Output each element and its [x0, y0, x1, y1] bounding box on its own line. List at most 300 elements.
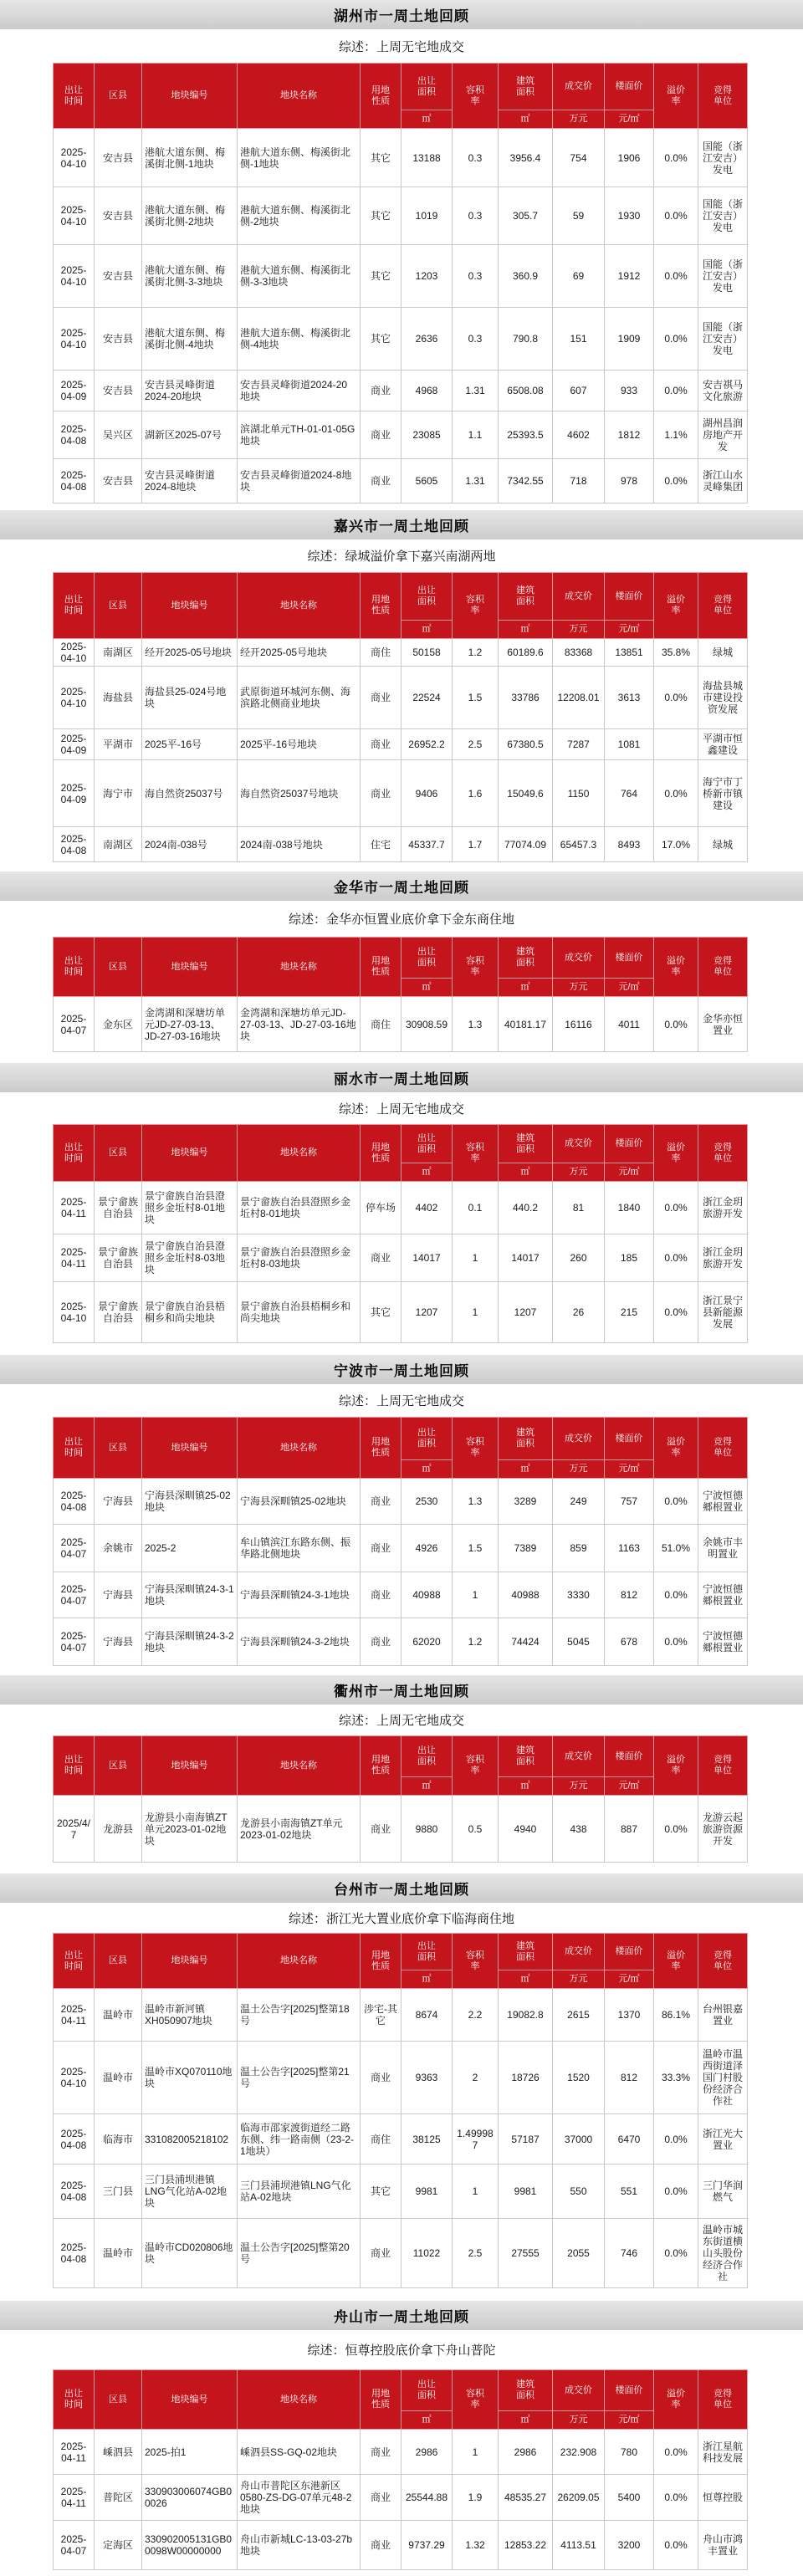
- header-label: 建筑面积: [515, 1132, 534, 1154]
- cell-land-use: 商业: [361, 667, 402, 729]
- cell-deal-price: 754: [553, 129, 605, 187]
- header-row: [54, 2370, 748, 2411]
- table-header: [54, 64, 748, 129]
- header-district: 区县: [95, 64, 142, 129]
- header-label: 出让时间: [64, 2389, 83, 2410]
- cell-time: 2025-04-08: [54, 411, 95, 459]
- cell-winner: 三门华润燃气: [698, 2165, 748, 2219]
- header-label: 用地性质: [371, 1437, 390, 1458]
- cell-land-area: 30908.59: [402, 997, 453, 1052]
- header-label: 出让面积: [417, 1428, 436, 1449]
- cell-floor-price: 1930: [605, 187, 654, 245]
- header-unit_price: 楼面价: [605, 938, 654, 979]
- cell-floor-price: 551: [605, 2165, 654, 2219]
- cell-district: 龙游县: [95, 1796, 142, 1863]
- cell-plot-ratio: 1: [453, 1572, 499, 1618]
- cell-parcel-name: 龙游县小南海镇ZT单元2023-01-02地块: [238, 1796, 361, 1863]
- cell-deal-price: 2615: [553, 1989, 605, 2042]
- header-unit-gfa: ㎡: [499, 621, 553, 639]
- header-far: [453, 1736, 499, 1796]
- table-row: [54, 2430, 748, 2475]
- header-label: 建筑面积: [515, 947, 534, 968]
- cell-land-area: 4968: [402, 371, 453, 411]
- header-name: 地块名称: [238, 64, 361, 129]
- header-district: 区县: [95, 573, 142, 639]
- cell-land-area: 9880: [402, 1796, 453, 1863]
- cell-parcel-code: 金湾湖和深塘坊单元JD-27-03-13、JD-27-03-16地块: [142, 997, 238, 1052]
- cell-floor-price: 1840: [605, 1182, 654, 1234]
- cell-floor-price: 678: [605, 1618, 654, 1666]
- cell-time: 2025-04-10: [54, 639, 95, 667]
- cell-floor-price: 1906: [605, 129, 654, 187]
- cell-land-area: 13188: [402, 129, 453, 187]
- cell-floor-area: 3956.4: [499, 129, 553, 187]
- cell-land-use: 商业: [361, 1525, 402, 1572]
- cell-parcel-code: 湖新区2025-07号: [142, 411, 238, 459]
- cell-parcel-code: 港航大道东侧、梅溪街北侧-3-3地块: [142, 245, 238, 308]
- header-unit-area: ㎡: [402, 621, 453, 639]
- header-label: 容积率: [465, 595, 484, 616]
- cell-land-use: 其它: [361, 308, 402, 371]
- cell-parcel-name: 2025平-16号地块: [238, 729, 361, 760]
- cell-parcel-name: 温土公告字[2025]整第18号: [238, 1989, 361, 2042]
- table-row: [54, 760, 748, 827]
- table-row: [54, 459, 748, 503]
- header-district: 区县: [95, 2370, 142, 2430]
- cell-deal-price: 16116: [553, 997, 605, 1052]
- cell-parcel-name: 港航大道东侧、梅溪街北侧-3-3地块: [238, 245, 361, 308]
- cell-land-use: 商业: [361, 1234, 402, 1282]
- cell-plot-ratio: 1.9: [453, 2475, 499, 2521]
- cell-district: 景宁畲族自治县: [95, 1182, 142, 1234]
- header-unit-price: 万元: [553, 1163, 605, 1182]
- header-winner: [698, 2370, 748, 2430]
- header-code: 地块编号: [142, 573, 238, 639]
- cell-district: 临海市: [95, 2114, 142, 2165]
- city-section: [0, 1873, 803, 2288]
- cell-land-area: 1207: [402, 1282, 453, 1343]
- cell-winner: 国能（浙江安吉）发电: [698, 187, 748, 245]
- header-premium: [654, 1736, 698, 1796]
- cell-winner: 国能（浙江安吉）发电: [698, 308, 748, 371]
- table-row: [54, 1525, 748, 1572]
- cell-floor-price: 4011: [605, 997, 654, 1052]
- table-row: [54, 729, 748, 760]
- section-summary: 综述：上周无宅地成交: [338, 39, 464, 54]
- header-use: [361, 64, 402, 129]
- cell-parcel-name: 安吉县灵峰街道2024-20地块: [238, 371, 361, 411]
- cell-time: 2025-04-09: [54, 729, 95, 760]
- cell-premium-rate: 0.0%: [654, 1572, 698, 1618]
- header-label: 出让面积: [417, 947, 436, 968]
- header-time: [54, 573, 95, 639]
- table-row: [54, 1618, 748, 1666]
- cell-premium-rate: 0.0%: [654, 2430, 698, 2475]
- cell-floor-price: 887: [605, 1796, 654, 1863]
- cell-land-use: 商业: [361, 729, 402, 760]
- cell-plot-ratio: 2.2: [453, 1989, 499, 2042]
- header-price: 成交价: [553, 2370, 605, 2411]
- cell-winner: 宁波恒德郷根置业: [698, 1479, 748, 1525]
- cell-premium-rate: 33.3%: [654, 2042, 698, 2114]
- cell-plot-ratio: 1.31: [453, 371, 499, 411]
- cell-land-area: 38125: [402, 2114, 453, 2165]
- cell-deal-price: 81: [553, 1182, 605, 1234]
- section-title: 湖州市一周土地回顾: [0, 0, 803, 29]
- header-unit-area: ㎡: [402, 110, 453, 129]
- cell-plot-ratio: 1.3: [453, 1479, 499, 1525]
- header-unit-price: 万元: [553, 2411, 605, 2430]
- header-label: 用地性质: [371, 1142, 390, 1163]
- table-row: [54, 187, 748, 245]
- cell-land-use: 商业: [361, 2521, 402, 2570]
- header-label: 用地性质: [371, 956, 390, 977]
- cell-floor-price: 1812: [605, 411, 654, 459]
- cell-parcel-code: 海自然资25037号: [142, 760, 238, 827]
- cell-premium-rate: 0.0%: [654, 1618, 698, 1666]
- header-label: 竞得单位: [713, 1755, 732, 1776]
- cell-time: 2025-04-11: [54, 1182, 95, 1234]
- cell-land-area: 5605: [402, 459, 453, 503]
- header-gfa: [499, 573, 553, 621]
- header-label: 溢价率: [666, 2389, 685, 2410]
- header-label: 容积率: [465, 1755, 484, 1776]
- header-use: [361, 1125, 402, 1182]
- cell-plot-ratio: 0.3: [453, 129, 499, 187]
- table-body: [54, 997, 748, 1052]
- header-far: [453, 2370, 499, 2430]
- header-unit-unit_price: 元/㎡: [605, 1163, 654, 1182]
- cell-parcel-code: 经开2025-05号地块: [142, 639, 238, 667]
- cell-floor-area: 27555: [499, 2219, 553, 2288]
- cell-district: 嵊泗县: [95, 2430, 142, 2475]
- header-area: [402, 2370, 453, 2411]
- cell-winner: 金华亦恒置业: [698, 997, 748, 1052]
- cell-winner: 绿城: [698, 639, 748, 667]
- land-table: [53, 1417, 748, 1666]
- cell-district: 景宁畲族自治县: [95, 1282, 142, 1343]
- cell-parcel-code: 港航大道东侧、梅溪街北侧-4地块: [142, 308, 238, 371]
- cell-time: 2025-04-10: [54, 2042, 95, 2114]
- header-label: 出让时间: [64, 1755, 83, 1776]
- cell-premium-rate: 0.0%: [654, 129, 698, 187]
- cell-floor-area: 15049.6: [499, 760, 553, 827]
- header-time: [54, 1418, 95, 1479]
- cell-floor-area: 12853.22: [499, 2521, 553, 2570]
- city-section: [0, 2301, 803, 2570]
- cell-plot-ratio: 0.3: [453, 187, 499, 245]
- cell-winner: 浙江金玥旅游开发: [698, 1234, 748, 1282]
- header-label: 溢价率: [666, 1437, 685, 1458]
- header-label: 用地性质: [371, 2389, 390, 2410]
- cell-district: 定海区: [95, 2521, 142, 2570]
- cell-parcel-name: 温土公告字[2025]整第20号: [238, 2219, 361, 2288]
- header-area: [402, 573, 453, 621]
- cell-parcel-code: 2025-拍1: [142, 2430, 238, 2475]
- cell-land-area: 1203: [402, 245, 453, 308]
- header-winner: [698, 1418, 748, 1479]
- header-name: 地块名称: [238, 1418, 361, 1479]
- cell-time: 2025-04-08: [54, 459, 95, 503]
- cell-premium-rate: 0.0%: [654, 2165, 698, 2219]
- header-row: [54, 64, 748, 110]
- cell-deal-price: 607: [553, 371, 605, 411]
- cell-land-use: 其它: [361, 187, 402, 245]
- cell-floor-area: 9981: [499, 2165, 553, 2219]
- table-body: [54, 639, 748, 862]
- header-unit-price: 万元: [553, 1460, 605, 1479]
- table-row: [54, 997, 748, 1052]
- cell-district: 安吉县: [95, 308, 142, 371]
- cell-plot-ratio: 1.5: [453, 667, 499, 729]
- cell-parcel-code: 港航大道东侧、梅溪街北侧-1地块: [142, 129, 238, 187]
- cell-winner: 安吉祺马文化旅游: [698, 371, 748, 411]
- cell-deal-price: 1150: [553, 760, 605, 827]
- header-label: 建筑面积: [515, 2379, 534, 2400]
- cell-deal-price: 59: [553, 187, 605, 245]
- header-use: [361, 1934, 402, 1989]
- cell-floor-price: 1081: [605, 729, 654, 760]
- cell-premium-rate: [654, 729, 698, 760]
- cell-parcel-name: 武原街道环城河东侧、海滨路北侧商业地块: [238, 667, 361, 729]
- header-unit-gfa: ㎡: [499, 1777, 553, 1796]
- header-unit_price: 楼面价: [605, 1125, 654, 1163]
- header-row: [54, 573, 748, 621]
- table-row: [54, 1989, 748, 2042]
- cell-premium-rate: 0.0%: [654, 2114, 698, 2165]
- header-district: 区县: [95, 938, 142, 997]
- cell-floor-area: 18726: [499, 2042, 553, 2114]
- header-label: 容积率: [465, 84, 484, 106]
- header-label: 建筑面积: [515, 1745, 534, 1766]
- table-header: [54, 573, 748, 639]
- cell-parcel-name: 滨湖北单元TH-01-01-05G地块: [238, 411, 361, 459]
- cell-land-area: 45337.7: [402, 827, 453, 862]
- cell-land-area: 1019: [402, 187, 453, 245]
- header-label: 容积率: [465, 2389, 484, 2410]
- header-area: [402, 1418, 453, 1460]
- cell-parcel-code: 宁海县深甽镇25-02地块: [142, 1479, 238, 1525]
- cell-plot-ratio: 1.32: [453, 2521, 499, 2570]
- cell-district: 南湖区: [95, 639, 142, 667]
- cell-land-area: 62020: [402, 1618, 453, 1666]
- cell-plot-ratio: 2.5: [453, 2219, 499, 2288]
- cell-land-use: 其它: [361, 245, 402, 308]
- table-row: [54, 1182, 748, 1234]
- cell-floor-price: 1370: [605, 1989, 654, 2042]
- cell-time: 2025-04-11: [54, 1234, 95, 1282]
- header-gfa: [499, 2370, 553, 2411]
- header-unit-price: 万元: [553, 1970, 605, 1989]
- cell-parcel-name: 景宁畲族自治县梧桐乡和尚尖地块: [238, 1282, 361, 1343]
- header-label: 出让时间: [64, 84, 83, 106]
- cell-floor-price: 215: [605, 1282, 654, 1343]
- cell-time: 2025-04-09: [54, 760, 95, 827]
- cell-floor-price: 978: [605, 459, 654, 503]
- table-row: [54, 2165, 748, 2219]
- cell-premium-rate: 0.0%: [654, 371, 698, 411]
- header-label: 溢价率: [666, 1142, 685, 1163]
- header-area: [402, 1125, 453, 1163]
- header-unit_price: 楼面价: [605, 1418, 654, 1460]
- header-label: 溢价率: [666, 956, 685, 977]
- cell-floor-price: 757: [605, 1479, 654, 1525]
- cell-floor-area: 74424: [499, 1618, 553, 1666]
- header-label: 出让时间: [64, 1950, 83, 1971]
- cell-land-area: 2636: [402, 308, 453, 371]
- header-area: [402, 1736, 453, 1777]
- header-name: 地块名称: [238, 938, 361, 997]
- cell-floor-area: 440.2: [499, 1182, 553, 1234]
- cell-land-use: 商业: [361, 411, 402, 459]
- cell-land-use: 商业: [361, 1618, 402, 1666]
- land-table: [53, 2369, 748, 2570]
- header-row: [54, 1125, 748, 1163]
- city-section: [0, 1355, 803, 1666]
- cell-time: 2025-04-08: [54, 2219, 95, 2288]
- cell-parcel-name: 宁海县深甽镇24-3-2地块: [238, 1618, 361, 1666]
- cell-floor-area: 6508.08: [499, 371, 553, 411]
- cell-winner: 海宁市丁桥新市镇建设: [698, 760, 748, 827]
- cell-land-area: 9981: [402, 2165, 453, 2219]
- table-header: [54, 1934, 748, 1989]
- cell-floor-price: 185: [605, 1234, 654, 1282]
- cell-floor-area: 2986: [499, 2430, 553, 2475]
- header-price: 成交价: [553, 1934, 605, 1970]
- header-far: [453, 1418, 499, 1479]
- cell-time: 2025-04-10: [54, 129, 95, 187]
- cell-floor-price: 812: [605, 2042, 654, 2114]
- cell-deal-price: 26209.05: [553, 2475, 605, 2521]
- land-table: [53, 572, 748, 862]
- header-gfa: [499, 1736, 553, 1777]
- header-unit-unit_price: 元/㎡: [605, 979, 654, 997]
- header-district: 区县: [95, 1934, 142, 1989]
- cell-deal-price: 37000: [553, 2114, 605, 2165]
- cell-parcel-code: 龙游县小南海镇ZT单元2023-01-02地块: [142, 1796, 238, 1863]
- header-label: 容积率: [465, 1142, 484, 1163]
- header-label: 出让时间: [64, 595, 83, 616]
- cell-parcel-name: 舟山市普陀区东港新区0580-ZS-DG-07单元48-2地块: [238, 2475, 361, 2521]
- cell-premium-rate: 0.0%: [654, 2521, 698, 2570]
- header-label: 出让面积: [417, 1745, 436, 1766]
- header-area: [402, 938, 453, 979]
- cell-district: 平湖市: [95, 729, 142, 760]
- cell-floor-area: 48535.27: [499, 2475, 553, 2521]
- cell-land-area: 4926: [402, 1525, 453, 1572]
- header-name: 地块名称: [238, 573, 361, 639]
- header-label: 出让面积: [417, 75, 436, 97]
- section-summary: 综述：上周无宅地成交: [338, 1714, 464, 1728]
- cell-deal-price: 3330: [553, 1572, 605, 1618]
- cell-district: 海宁市: [95, 760, 142, 827]
- cell-district: 安吉县: [95, 371, 142, 411]
- header-unit-gfa: ㎡: [499, 1970, 553, 1989]
- header-row: [54, 1418, 748, 1460]
- cell-parcel-name: 港航大道东侧、梅溪街北侧-2地块: [238, 187, 361, 245]
- header-unit-unit_price: 元/㎡: [605, 621, 654, 639]
- cell-plot-ratio: 1.1: [453, 411, 499, 459]
- table-row: [54, 2042, 748, 2114]
- header-winner: [698, 1736, 748, 1796]
- cell-district: 海盐县: [95, 667, 142, 729]
- city-section: [0, 1675, 803, 1863]
- header-label: 竞得单位: [713, 84, 732, 106]
- cell-time: 2025-04-07: [54, 1525, 95, 1572]
- header-far: [453, 573, 499, 639]
- land-table: [53, 1735, 748, 1863]
- cell-plot-ratio: 1.6: [453, 760, 499, 827]
- table-row: [54, 371, 748, 411]
- cell-floor-area: 19082.8: [499, 1989, 553, 2042]
- cell-deal-price: 249: [553, 1479, 605, 1525]
- land-table: [53, 1124, 748, 1343]
- table-header: [54, 2370, 748, 2430]
- cell-floor-area: 25393.5: [499, 411, 553, 459]
- city-section: [0, 871, 803, 1052]
- cell-deal-price: 859: [553, 1525, 605, 1572]
- header-gfa: [499, 1418, 553, 1460]
- cell-land-use: 停车场: [361, 1182, 402, 1234]
- header-label: 用地性质: [371, 1950, 390, 1971]
- header-unit-area: ㎡: [402, 1970, 453, 1989]
- cell-land-area: 11022: [402, 2219, 453, 2288]
- land-table: [53, 63, 748, 503]
- header-label: 竞得单位: [713, 2389, 732, 2410]
- cell-floor-price: 13851: [605, 639, 654, 667]
- header-code: 地块编号: [142, 938, 238, 997]
- header-unit_price: 楼面价: [605, 1934, 654, 1970]
- cell-deal-price: 232.908: [553, 2430, 605, 2475]
- header-time: [54, 2370, 95, 2430]
- header-label: 出让面积: [417, 1940, 436, 1962]
- cell-deal-price: 1520: [553, 2042, 605, 2114]
- header-label: 溢价率: [666, 1950, 685, 1971]
- header-unit-gfa: ㎡: [499, 110, 553, 129]
- section-summary: 综述：绿城溢价拿下嘉兴南湖两地: [307, 549, 496, 564]
- cell-winner: 海盐县城市建设投资发展: [698, 667, 748, 729]
- section-summary: 综述：上周无宅地成交: [338, 1101, 464, 1117]
- table-header: [54, 1736, 748, 1796]
- header-unit-price: 万元: [553, 979, 605, 997]
- cell-parcel-name: 临海市邵家渡街道经二路东侧、纬一路南侧（23-2-1地块）: [238, 2114, 361, 2165]
- cell-district: 三门县: [95, 2165, 142, 2219]
- cell-parcel-code: 2025-2: [142, 1525, 238, 1572]
- cell-parcel-code: 2024南-038号: [142, 827, 238, 862]
- city-section: [0, 1063, 803, 1343]
- cell-floor-area: 57187: [499, 2114, 553, 2165]
- cell-land-use: 涉宅-其它: [361, 1989, 402, 2042]
- header-unit-gfa: ㎡: [499, 2411, 553, 2430]
- cell-premium-rate: 0.0%: [654, 245, 698, 308]
- cell-premium-rate: 0.0%: [654, 2219, 698, 2288]
- header-unit-gfa: ㎡: [499, 1163, 553, 1182]
- header-time: [54, 1125, 95, 1182]
- cell-time: 2025-04-10: [54, 245, 95, 308]
- cell-winner: 宁波恒德郷根置业: [698, 1618, 748, 1666]
- table-row: [54, 1572, 748, 1618]
- cell-land-use: 商业: [361, 459, 402, 503]
- cell-plot-ratio: 1: [453, 2165, 499, 2219]
- cell-time: 2025-04-07: [54, 997, 95, 1052]
- cell-parcel-name: 景宁畲族自治县澄照乡金坵村8-01地块: [238, 1182, 361, 1234]
- cell-premium-rate: 1.1%: [654, 411, 698, 459]
- table-row: [54, 667, 748, 729]
- cell-land-use: 商业: [361, 2219, 402, 2288]
- header-unit_price: 楼面价: [605, 1736, 654, 1777]
- table-row: [54, 245, 748, 308]
- cell-time: 2025-04-07: [54, 2521, 95, 2570]
